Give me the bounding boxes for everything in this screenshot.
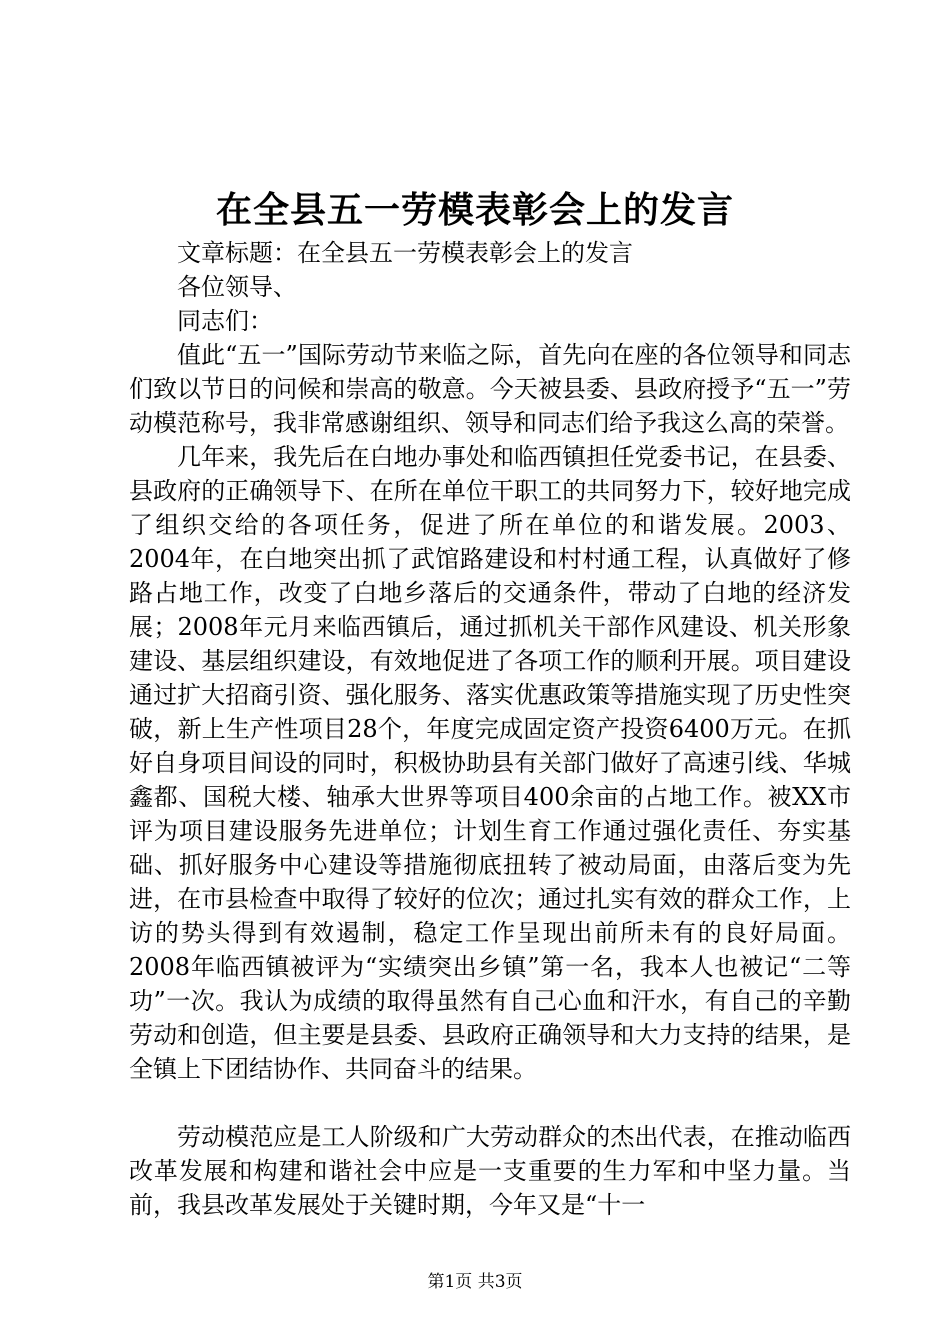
paragraph-labor-model: 劳动模范应是工人阶级和广大劳动群众的杰出代表，在推动临西改革发展和构建和谐社会中应是一支重要的生力军和中坚力量。当前，我县改革发展处于关键时期，今年又是“十一 — [129, 1123, 851, 1219]
document-body — [129, 236, 851, 1222]
article-title-line: 文章标题：在全县五一劳模表彰会上的发言 — [177, 239, 633, 267]
salutation-leaders: 各位领导、 — [177, 273, 297, 301]
paragraph-opening: 值此“五一”国际劳动节来临之际，首先向在座的各位领导和同志们致以节日的问候和崇高的敬意。今天被县委、县政府授予“五一”劳动模范称号，我非常感谢组织、领导和同志们给予我这么高的荣誉。 — [129, 341, 851, 437]
salutation-comrades: 同志们： — [177, 307, 273, 335]
document-title: 在全县五一劳模表彰会上的发言 — [215, 189, 734, 231]
page-footer: 第1页 共3页 — [427, 1272, 523, 1292]
paragraph-achievements: 几年来，我先后在白地办事处和临西镇担任党委书记，在县委、县政府的正确领导下、在所在单位干职工的共同努力下，较好地完成了组织交给的各项任务，促进了所在单位的和谐发展。2003、2004年，在白地突出抓了武馆路建设和村村通工程，认真做好了修路占地工作，改变了白地乡落后的交通条件，带动了白地的经济发展；2008年元月来临西镇后，通过抓机关干部作风建设、机关形象建设、基层组织建设，有效地促进了各项工作的顺利开展。项目建设通过扩大招商引资、强化服务、落实优惠政策等措施实现了历史性突破，新上生产性项目28个，年度完成固定资产投资6400万元。在抓好自身项目间设的同时，积极协助县有关部门做好了高速引线、华城鑫都、国税大楼、轴承大世界等项目400余亩的占地工作。被XX市评为项目建设服务先进单位；计划生育工作通过强化责任、夯实基础、抓好服务中心建设等措施彻底扭转了被动局面，由落后变为先进，在市县检查中取得了较好的位次；通过扎实有效的群众工作，上访的势头得到有效遏制，稳定工作呈现出前所未有的良好局面。2008年临西镇被评为“实绩突出乡镇”第一名，我本人也被记“二等功”一次。我认为成绩的取得虽然有自己心血和汗水，有自己的辛勤劳动和创造，但主要是县委、县政府正确领导和大力支持的结果，是全镇上下团结协作、共同奋斗的结果。 — [129, 443, 851, 1083]
